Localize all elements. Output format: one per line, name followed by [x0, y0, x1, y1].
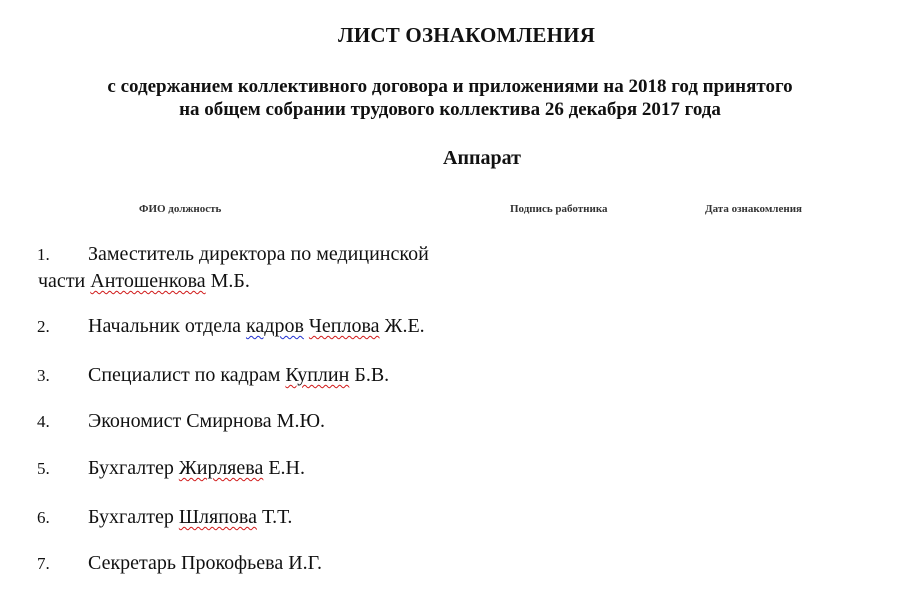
- column-header-date: Дата ознакомления: [705, 203, 802, 215]
- list-item-number: 2.: [37, 317, 50, 336]
- spellcheck-underlined-word: Антошенкова: [90, 270, 206, 292]
- list-item-text: Начальник отдела кадров Чеплова Ж.Е.: [88, 315, 425, 337]
- spellcheck-underlined-word: Куплин: [285, 364, 350, 386]
- spellcheck-underlined-word: Чеплова: [308, 315, 380, 337]
- list-item-number: 3.: [37, 366, 50, 385]
- list-item-number: 5.: [37, 459, 50, 478]
- column-header-name-position: ФИО должность: [139, 203, 222, 215]
- list-item-text: Заместитель директора по медицинской: [88, 243, 429, 265]
- grammar-underlined-word: кадров: [245, 315, 304, 337]
- list-item-text: Экономист Смирнова М.Ю.: [88, 410, 326, 432]
- list-item-text: Секретарь Прокофьева И.Г.: [88, 552, 322, 574]
- list-item-text: Специалист по кадрам Куплин Б.В.: [88, 364, 390, 386]
- document-title: ЛИСТ ОЗНАКОМЛЕНИЯ: [338, 23, 596, 47]
- list-item-text: Бухгалтер Жирляева Е.Н.: [88, 457, 305, 479]
- list-item-text: Бухгалтер Шляпова Т.Т.: [88, 506, 293, 528]
- spellcheck-underlined-word: Шляпова: [178, 506, 257, 528]
- list-item-number: 1.: [37, 245, 50, 264]
- list-item-continuation: части Антошенкова М.Б.: [38, 270, 250, 292]
- spellcheck-underlined-word: Жирляева: [178, 457, 264, 479]
- list-item-number: 4.: [37, 412, 50, 431]
- list-item-number: 7.: [37, 554, 50, 573]
- document-subtitle-line-2: на общем собрании трудового коллектива 26 декабря 2017 года: [179, 99, 721, 120]
- section-heading: Аппарат: [443, 147, 521, 169]
- column-header-signature: Подпись работника: [510, 203, 608, 215]
- list-item-number: 6.: [37, 508, 50, 527]
- document-subtitle-line-1: с содержанием коллективного договора и приложениями на 2018 год принятого: [107, 76, 793, 97]
